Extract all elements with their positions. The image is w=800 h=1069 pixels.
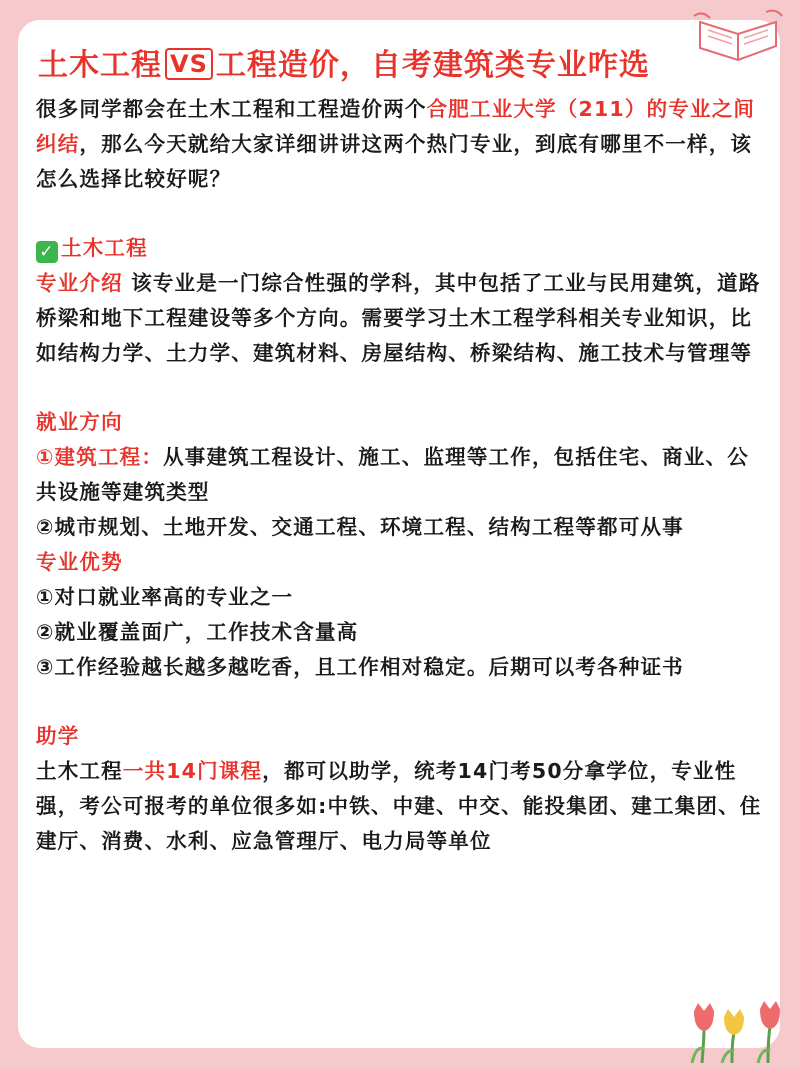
employment-item-2: ②城市规划、土地开发、交通工程、环境工程、结构工程等都可从事 <box>36 515 684 539</box>
advantage-item: ①对口就业率高的专业之一 <box>36 585 294 609</box>
employment-heading: 就业方向 <box>36 410 123 434</box>
advantage-item: ③工作经验越长越多越吃香，且工作相对稳定。后期可以考各种证书 <box>36 655 684 679</box>
check-icon: ✓ <box>36 241 58 263</box>
advantage-heading: 专业优势 <box>36 550 123 574</box>
tulip-icon <box>682 993 792 1063</box>
article-body <box>36 92 764 859</box>
major-intro-paragraph: 专业介绍 该专业是一门综合性强的学科，其中包括了工业与民用建筑，道路桥梁和地下工程建设等多个方向。需要学习土木工程学科相关专业知识，比如结构力学、土力学、建筑材料、房屋结构、桥梁结构、施工技术与管理等 <box>36 271 761 365</box>
vs-badge: VS <box>165 48 213 80</box>
page-title: 土木工程 VS 工程造价，自考建筑类专业咋选 <box>38 48 650 83</box>
intro-paragraph: 很多同学都会在土木工程和工程造价两个合肥工业大学（211）的专业之间纠结，那么今天就给大家详细讲讲这两个热门专业，到底有哪里不一样，该怎么选择比较好呢？ <box>36 97 756 191</box>
employment-item-1: ①建筑工程：从事建筑工程设计、施工、监理等工作，包括住宅、商业、公共设施等建筑类型 <box>36 445 749 504</box>
assist-paragraph: 土木工程一共14门课程，都可以助学，统考14门考50分拿学位，专业性强，考公可报考的单位很多如:中铁、中建、中交、能投集团、建工集团、住建厅、消费、水利、应急管理厅、电力局等单位 <box>36 759 762 853</box>
assist-heading: 助学 <box>36 724 80 748</box>
advantage-item: ②就业覆盖面广，工作技术含量高 <box>36 620 359 644</box>
section-heading: ✓ 土木工程 <box>36 231 764 266</box>
